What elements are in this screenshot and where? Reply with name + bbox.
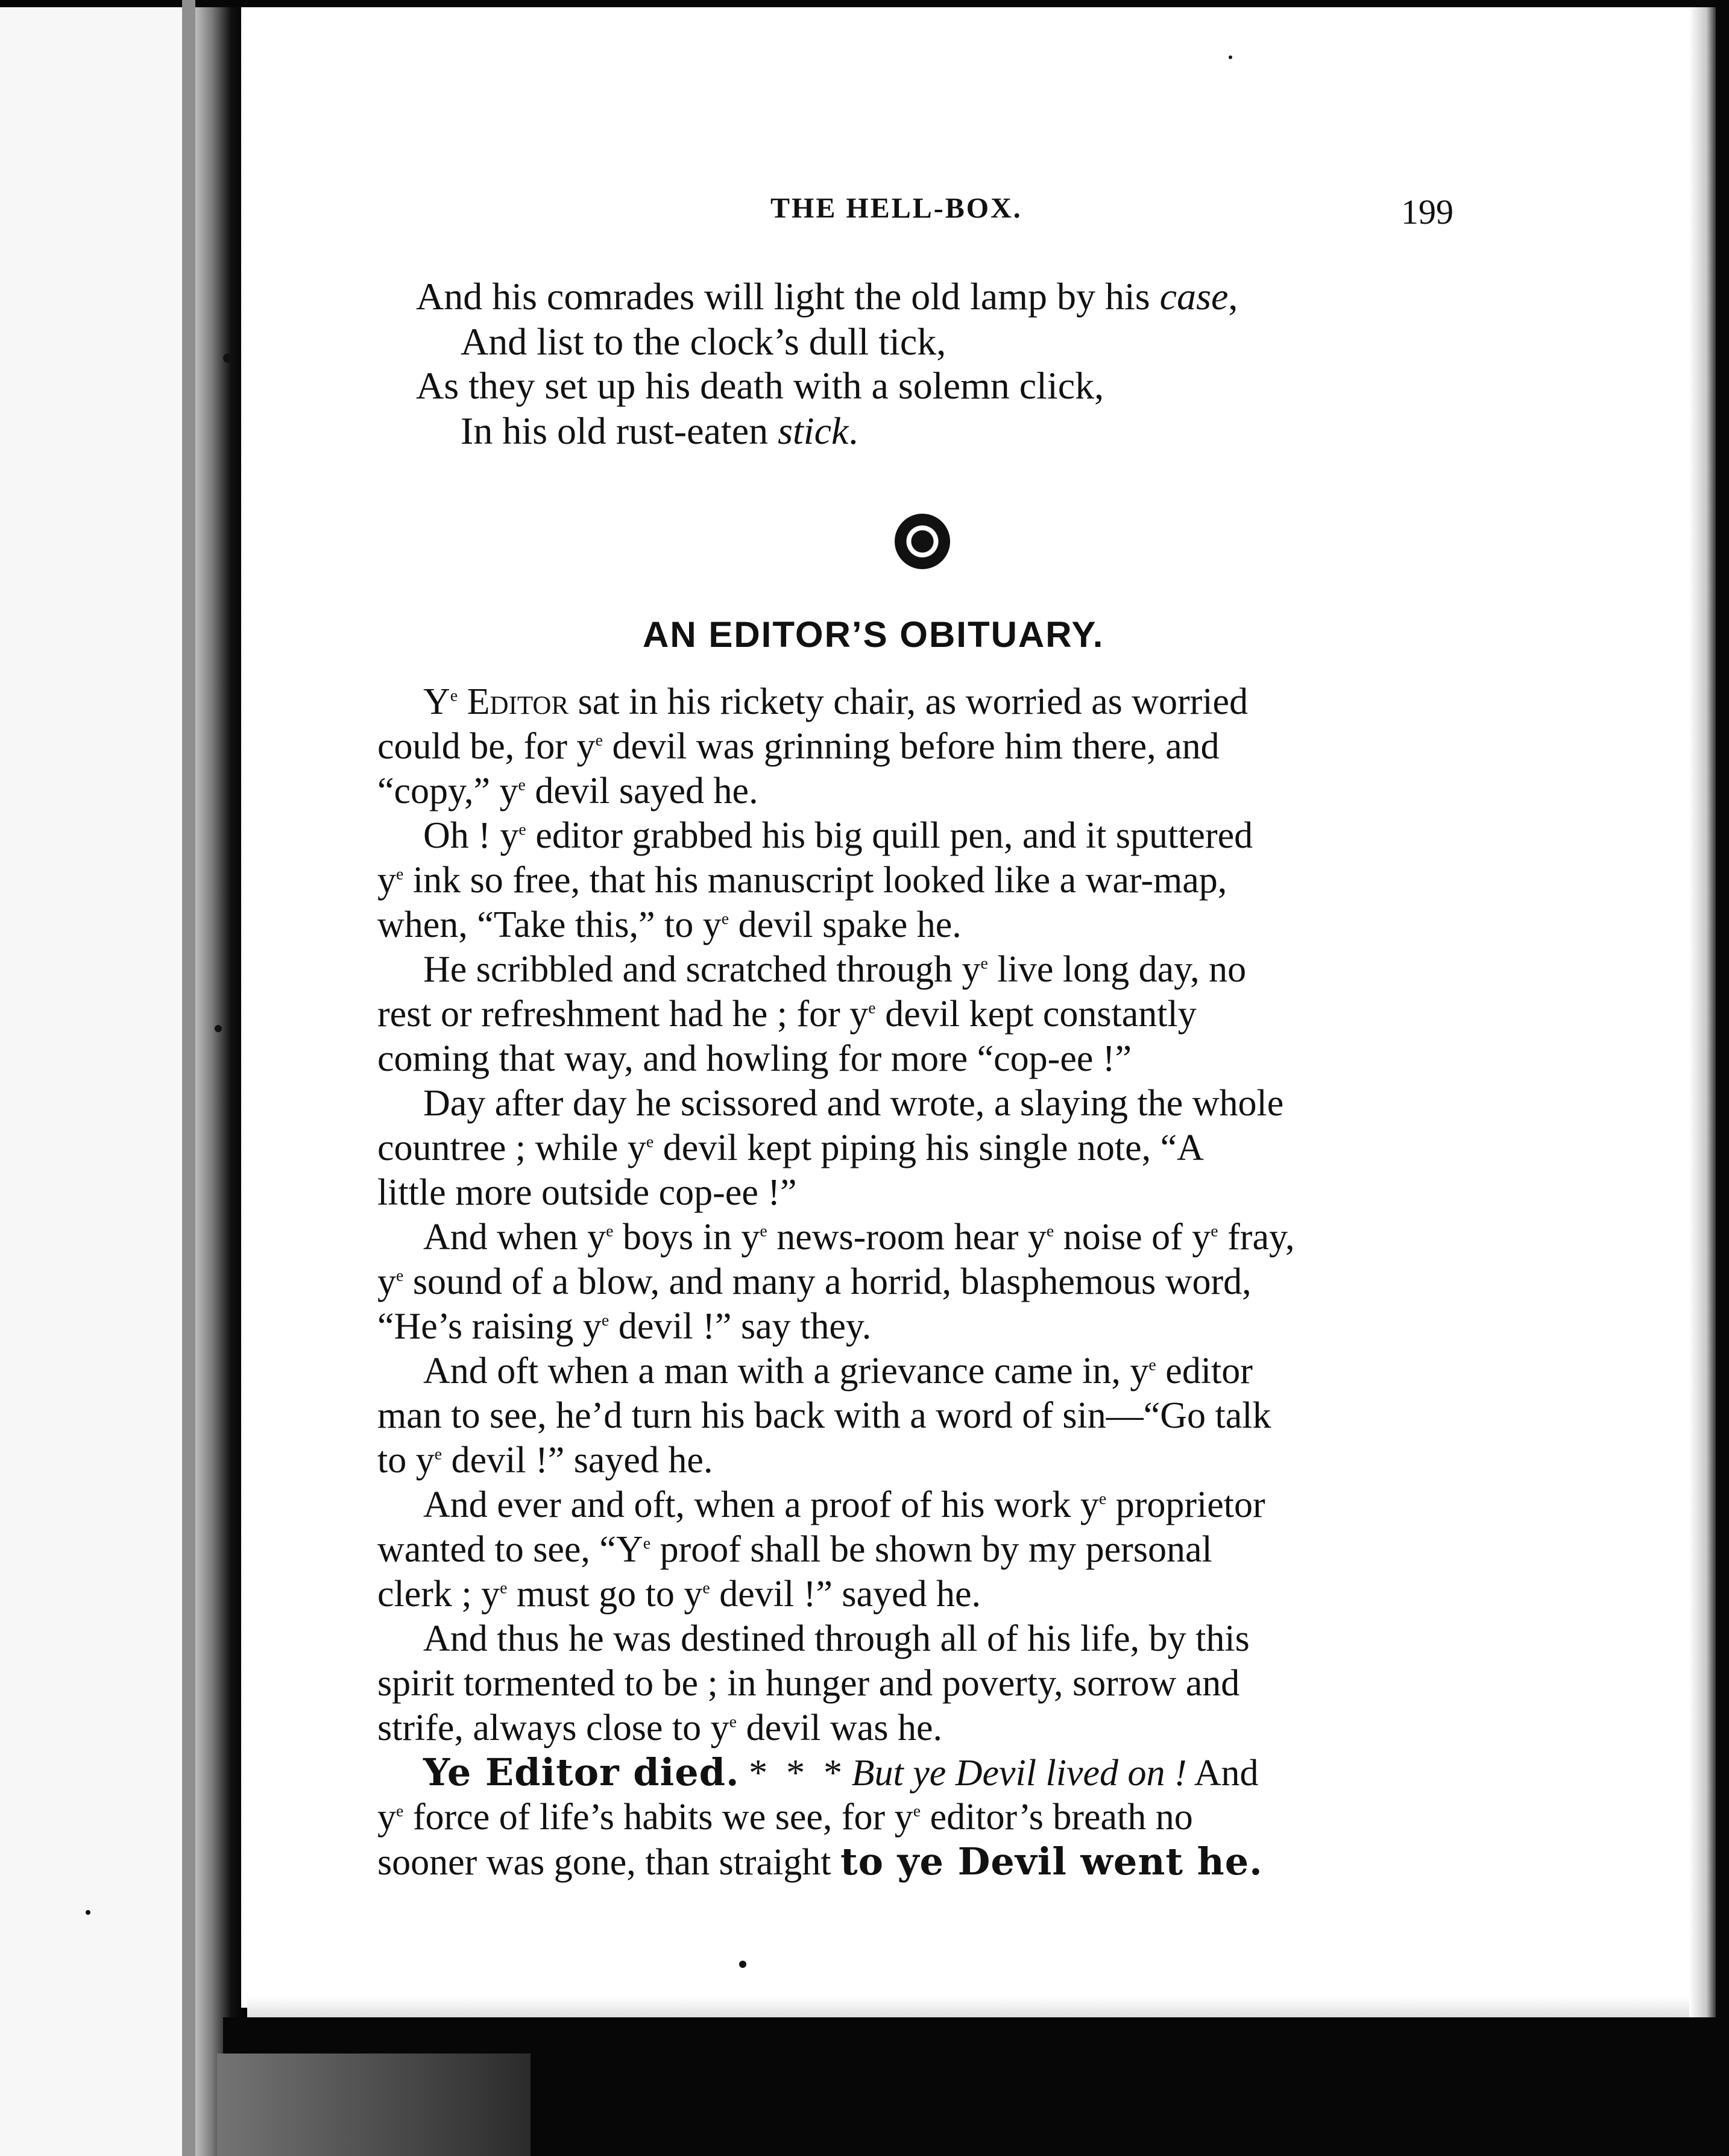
article-line: to $y^e$ devil !” sayed he. <box>377 1440 713 1481</box>
article-line: And oft when a man with a grievance came in, $y^e$ editor <box>423 1351 1253 1392</box>
article-line: could be, for $y^e$ devil was grinning before him there, and <box>377 726 1220 767</box>
scan-speck <box>215 1025 222 1032</box>
article-line: $Y^e$ Editor sat in his rickety chair, as worried as worried <box>423 681 1249 722</box>
article-line: rest or refreshment had he ; for $y^e$ devil kept constantly <box>377 994 1197 1035</box>
article-line: $y^e$ force of life’s habits we see, for $y^e$ editor’s breath no <box>377 1797 1193 1838</box>
article-line: $y^e$ sound of a blow, and many a horrid, blasphemous word, <box>377 1261 1252 1302</box>
article-line: And thus he was destined through all of his life, by this <box>423 1618 1250 1659</box>
article-line: spirit tormented to be ; in hunger and poverty, sorrow and <box>377 1663 1240 1704</box>
scan-speck <box>86 1910 90 1915</box>
poem-line: And list to the clock’s dull tick, <box>461 320 946 363</box>
article-line: when, “Take this,” to $y^e$ devil spake he. <box>377 904 962 945</box>
article-line: Oh ! $y^e$ editor grabbed his big quill pen, and it sputtered <box>423 815 1253 856</box>
scan-speck <box>223 353 233 363</box>
article-line: wanted to see, “$Y^e$ proof shall be shown by my personal <box>377 1529 1212 1570</box>
article-line: Day after day he scissored and wrote, a slaying the whole <box>423 1083 1284 1124</box>
article-title: AN EDITOR’S OBITUARY. <box>643 614 1104 655</box>
running-title: THE HELL-BOX. <box>770 192 1022 224</box>
article-line: “He’s raising $y^e$ devil !” say they. <box>377 1306 872 1347</box>
article-line: Ye Editor died. * * * But ye Devil lived on ! And <box>423 1750 1259 1794</box>
article-line: coming that way, and howling for more “cop-ee !” <box>377 1038 1132 1079</box>
scan-speck <box>1229 55 1232 59</box>
article-line: And when $y^e$ boys in $y^e$ news-room hear $y^e$ noise of $y^e$ fray, <box>423 1217 1295 1258</box>
page-number: 199 <box>1401 192 1453 232</box>
article-line: man to see, he’d turn his back with a word of sin—“Go talk <box>377 1395 1271 1436</box>
poem-line: And his comrades will light the old lamp by his case, <box>416 275 1238 318</box>
poem-line: As they set up his death with a solemn click, <box>416 364 1104 407</box>
article-line: little more outside cop-ee !” <box>377 1172 797 1213</box>
scan-speck <box>739 1961 746 1968</box>
circular-ornament <box>895 514 950 569</box>
article-line: And ever and oft, when a proof of his work $y^e$ proprietor <box>423 1484 1265 1525</box>
article-line: He scribbled and scratched through $y^e$ live long day, no <box>423 949 1247 990</box>
article-line: “copy,” $y^e$ devil sayed he. <box>377 771 758 812</box>
article-line: $y^e$ ink so free, that his manuscript looked like a war-map, <box>377 860 1227 901</box>
article-line: strife, always close to $y^e$ devil was he. <box>377 1707 942 1748</box>
poem-line: In his old rust-eaten stick. <box>461 409 858 452</box>
article-line: sooner was gone, than straight to ye Devil went he. <box>377 1839 1263 1883</box>
article-line: clerk ; $y^e$ must go to $y^e$ devil !” sayed he. <box>377 1574 981 1615</box>
article-line: countree ; while $y^e$ devil kept piping his single note, “A <box>377 1127 1204 1168</box>
